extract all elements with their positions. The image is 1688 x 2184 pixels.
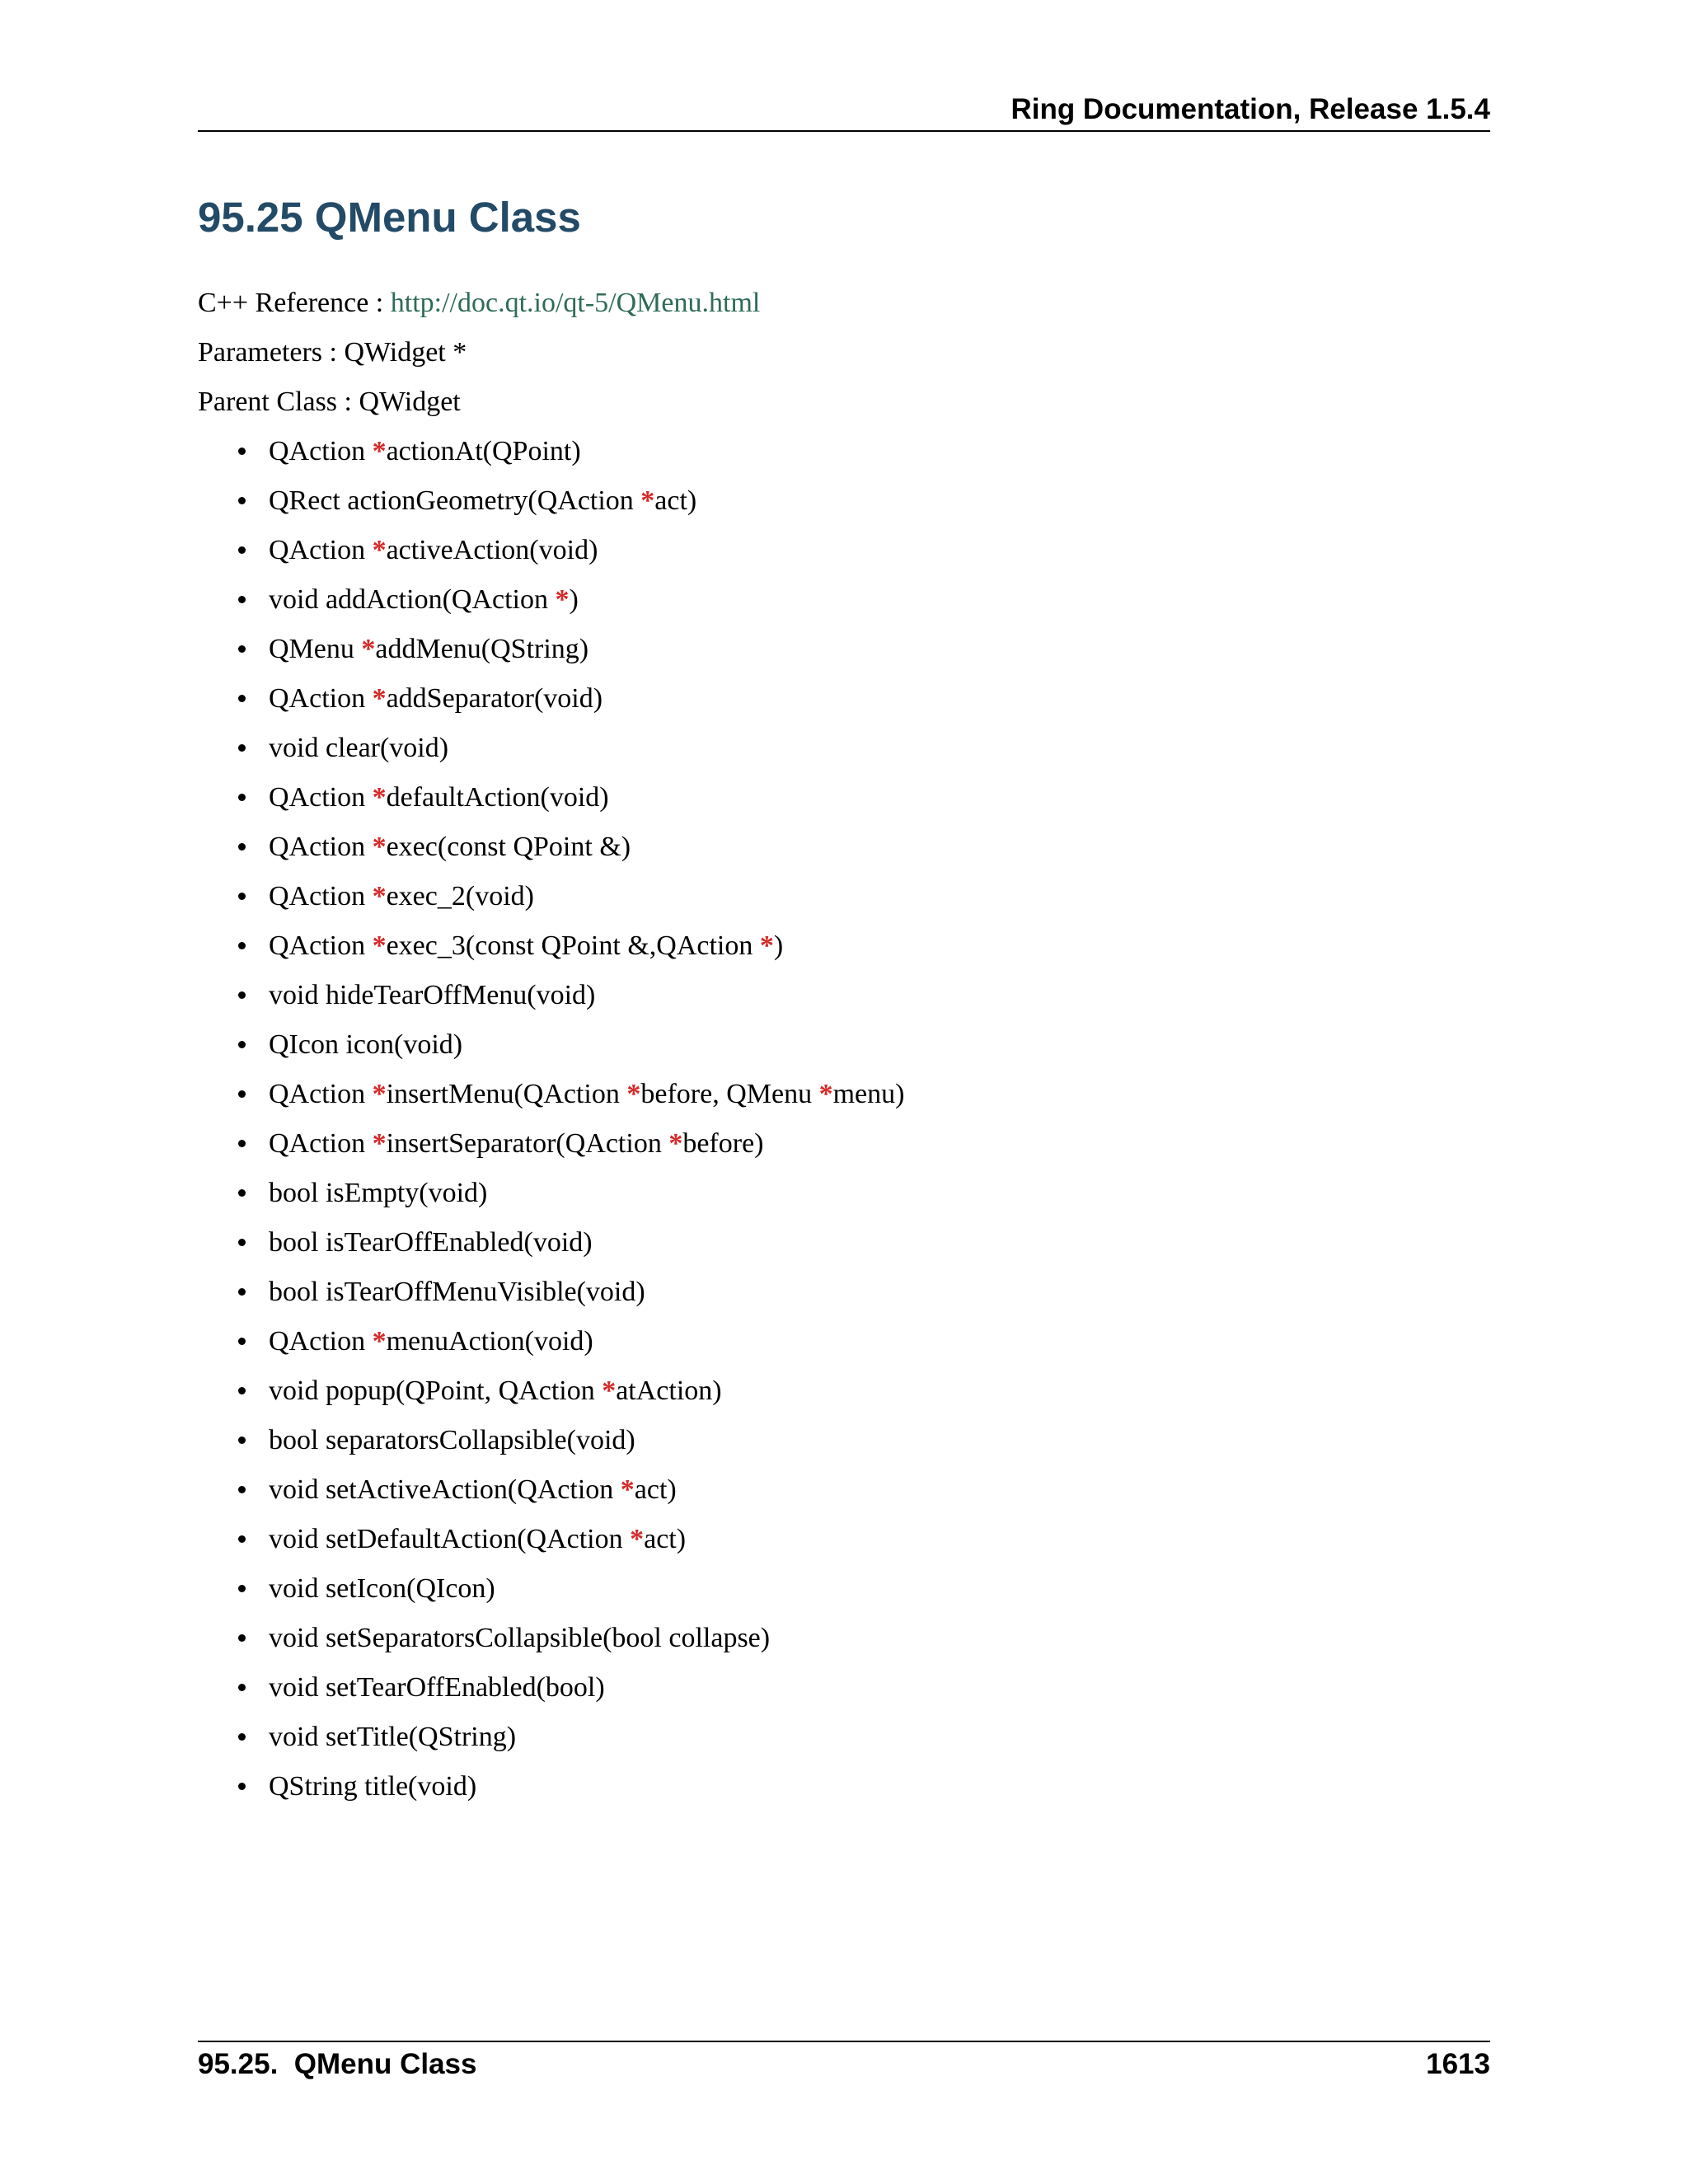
bullet-icon — [238, 1535, 246, 1543]
pointer-star: * — [630, 1524, 645, 1554]
method-item — [232, 1769, 904, 1818]
method-signature: bool isTearOffEnabled(void) — [269, 1227, 593, 1258]
parent-class-line: Parent Class : QWidget — [198, 387, 461, 417]
method-item — [232, 1175, 904, 1225]
bullet-icon — [238, 1239, 246, 1246]
method-signature: QAction *exec_2(void) — [269, 881, 534, 912]
pointer-star: * — [372, 1079, 387, 1109]
method-signature: QAction *actionAt(QPoint) — [269, 436, 581, 466]
method-signature: void hideTearOffMenu(void) — [269, 980, 596, 1010]
parameters-line: Parameters : QWidget * — [198, 337, 467, 368]
bullet-icon — [238, 1436, 246, 1444]
method-signature: bool isTearOffMenuVisible(void) — [269, 1277, 645, 1307]
bullet-icon — [238, 942, 246, 949]
method-item — [232, 582, 904, 631]
bullet-icon — [238, 1634, 246, 1642]
method-signature: QIcon icon(void) — [269, 1029, 463, 1060]
method-signature: QAction *defaultAction(void) — [269, 782, 609, 813]
method-item — [232, 1521, 904, 1571]
method-signature: void setActiveAction(QAction *act) — [269, 1474, 677, 1505]
method-item — [232, 829, 904, 879]
bullet-icon — [238, 1189, 246, 1197]
pointer-star: * — [620, 1474, 635, 1505]
bullet-icon — [238, 695, 246, 702]
pointer-star: * — [668, 1128, 683, 1159]
bullet-icon — [238, 1041, 246, 1048]
method-item — [232, 1571, 904, 1620]
method-signature: QAction *exec_3(const QPoint &,QAction *) — [269, 930, 784, 961]
method-item — [232, 977, 904, 1027]
method-signature: void setIcon(QIcon) — [269, 1573, 495, 1604]
method-item — [232, 780, 904, 829]
method-item — [232, 1126, 904, 1175]
method-item — [232, 1076, 904, 1126]
method-item — [232, 1472, 904, 1521]
method-signature: void popup(QPoint, QAction *atAction) — [269, 1376, 722, 1406]
method-item — [232, 928, 904, 977]
header-rule — [198, 130, 1490, 132]
method-signature: QAction *addSeparator(void) — [269, 683, 603, 714]
method-signature: QAction *menuAction(void) — [269, 1326, 593, 1357]
pointer-star: * — [759, 930, 774, 961]
bullet-icon — [238, 1140, 246, 1147]
bullet-icon — [238, 794, 246, 801]
bullet-icon — [238, 893, 246, 900]
method-item — [232, 1324, 904, 1373]
bullet-icon — [238, 596, 246, 603]
method-item — [232, 1225, 904, 1274]
method-item — [232, 681, 904, 730]
pointer-star: * — [372, 782, 387, 813]
pointer-star: * — [640, 485, 655, 516]
bullet-icon — [238, 843, 246, 851]
method-item — [232, 1274, 904, 1324]
method-item — [232, 434, 904, 483]
method-item — [232, 1422, 904, 1472]
method-signature: QAction *exec(const QPoint &) — [269, 832, 631, 862]
page-number: 1613 — [1426, 2048, 1490, 2080]
pointer-star: * — [372, 683, 387, 714]
pointer-star: * — [372, 1326, 387, 1357]
pointer-star: * — [372, 1128, 387, 1159]
footer-section-label: 95.25. QMenu Class — [198, 2048, 477, 2080]
bullet-icon — [238, 991, 246, 999]
bullet-icon — [238, 1288, 246, 1296]
bullet-icon — [238, 497, 246, 504]
running-header: Ring Documentation, Release 1.5.4 — [1010, 93, 1490, 125]
pointer-star: * — [372, 930, 387, 961]
method-signature: void setTitle(QString) — [269, 1722, 517, 1752]
pointer-star: * — [626, 1079, 641, 1109]
method-signature: void setTearOffEnabled(bool) — [269, 1672, 605, 1703]
method-signature: void clear(void) — [269, 733, 449, 763]
pointer-star: * — [602, 1376, 617, 1406]
method-signature: bool separatorsCollapsible(void) — [269, 1425, 635, 1455]
pointer-star: * — [372, 881, 387, 912]
method-item — [232, 1670, 904, 1719]
method-signature: QString title(void) — [269, 1771, 477, 1802]
bullet-icon — [238, 744, 246, 752]
method-signature: void setDefaultAction(QAction *act) — [269, 1524, 687, 1554]
method-signature: void addAction(QAction *) — [269, 584, 579, 615]
cpp-reference-link[interactable]: http://doc.qt.io/qt-5/QMenu.html — [390, 288, 761, 318]
bullet-icon — [238, 1733, 246, 1741]
method-item — [232, 532, 904, 582]
pointer-star: * — [555, 584, 570, 615]
bullet-icon — [238, 546, 246, 554]
cpp-reference-label: C++ Reference : — [198, 288, 391, 318]
pointer-star: * — [361, 634, 376, 664]
cpp-reference-line — [198, 285, 760, 321]
method-signature: QAction *insertSeparator(QAction *before) — [269, 1128, 764, 1159]
pointer-star: * — [372, 436, 387, 466]
method-item — [232, 1620, 904, 1670]
bullet-icon — [238, 448, 246, 455]
bullet-icon — [238, 1387, 246, 1394]
method-item — [232, 1719, 904, 1769]
method-signature: QAction *activeAction(void) — [269, 535, 598, 565]
bullet-icon — [238, 1783, 246, 1790]
method-signature: QMenu *addMenu(QString) — [269, 634, 589, 664]
method-signature: QRect actionGeometry(QAction *act) — [269, 485, 697, 516]
pointer-star: * — [372, 535, 387, 565]
method-item — [232, 730, 904, 780]
pointer-star: * — [372, 832, 387, 862]
bullet-icon — [238, 1338, 246, 1345]
method-item — [232, 879, 904, 928]
method-item — [232, 631, 904, 681]
bullet-icon — [238, 1684, 246, 1691]
method-signature: void setSeparatorsCollapsible(bool collapse) — [269, 1623, 771, 1653]
method-item — [232, 1373, 904, 1422]
pointer-star: * — [818, 1079, 833, 1109]
footer-rule — [198, 2041, 1490, 2042]
bullet-icon — [238, 1486, 246, 1493]
bullet-icon — [238, 1585, 246, 1592]
bullet-icon — [238, 1090, 246, 1098]
bullet-icon — [238, 645, 246, 653]
method-signature: bool isEmpty(void) — [269, 1178, 488, 1208]
method-list — [232, 434, 904, 1818]
method-signature: QAction *insertMenu(QAction *before, QMenu *menu) — [269, 1079, 905, 1109]
method-item — [232, 1027, 904, 1076]
method-item — [232, 483, 904, 532]
section-title: 95.25 QMenu Class — [198, 194, 581, 241]
